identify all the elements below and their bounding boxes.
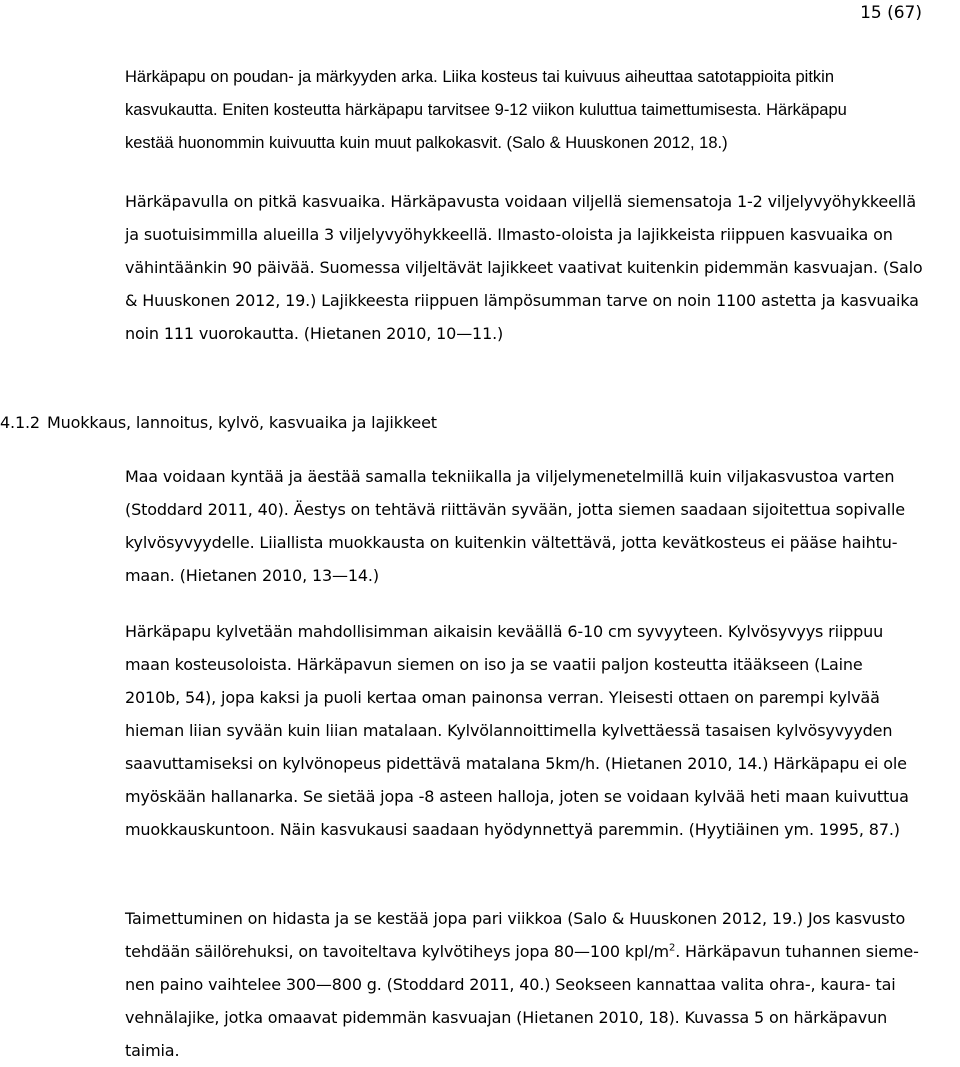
- text-line: Härkäpapu on poudan- ja märkyyden arka. Liika kosteus tai kuivuus aiheuttaa satotappioita pitkin: [125, 68, 835, 86]
- text-line: Härkäpavulla on pitkä kasvuaika. Härkäpavusta voidaan viljellä siemensatoja 1-2 viljelyvyöhykkeellä: [125, 192, 917, 211]
- text-line: kasvukautta. Eniten kosteutta härkäpapu tarvitsee 9-12 viikon kuluttua taimettumisesta. Härkäpapu: [125, 101, 847, 119]
- text-line: myöskään hallanarka. Se sietää jopa -8 asteen halloja, joten se voidaan kylvää heti maan kuivuttua: [125, 787, 909, 806]
- paragraph-moisture: [125, 61, 933, 160]
- paragraph-growing-season: [125, 185, 933, 350]
- text-line: saavuttamiseksi on kylvönopeus pidettävä matalana 5km/h. (Hietanen 2010, 14.) Härkäpapu ei ole: [125, 754, 907, 773]
- text-line: hieman liian syvään kuin liian matalaan. Kylvölannoittimella kylvettäessä tasaisen kylvösyvyyden: [125, 721, 893, 740]
- text-line: kestää huonommin kuivuutta kuin muut palkokasvit. (Salo & Huuskonen 2012, 18.): [125, 134, 728, 152]
- text-line: maan kosteusoloista. Härkäpavun siemen on iso ja se vaatii paljon kosteutta itääkseen (Laine: [125, 655, 863, 674]
- text-line: Maa voidaan kyntää ja äestää samalla tekniikalla ja viljelymenetelmillä kuin viljakasvustoa varten: [125, 467, 895, 486]
- text-line: Härkäpapu kylvetään mahdollisimman aikaisin keväällä 6-10 cm syvyyteen. Kylvösyvyys riippuu: [125, 622, 884, 641]
- text-line: muokkauskuntoon. Näin kasvukausi saadaan hyödynnettyä paremmin. (Hyytiäinen ym. 1995, 87.): [125, 820, 900, 839]
- text-fragment: . Härkäpavun tuhannen sieme-: [675, 942, 919, 961]
- text-line: nen paino vaihtelee 300—800 g. (Stoddard 2011, 40.) Seokseen kannattaa valita ohra-, kaura- tai: [125, 975, 896, 994]
- section-heading: [0, 406, 437, 439]
- text-fragment: tehdään säilörehuksi, on tavoiteltava kylvötiheys jopa 80—100 kpl/m: [125, 942, 669, 961]
- superscript: 2: [668, 942, 676, 954]
- text-line: 2010b, 54), jopa kaksi ja puoli kertaa oman painonsa verran. Yleisesti ottaen on parempi kylvää: [125, 688, 880, 707]
- text-line: noin 111 vuorokautta. (Hietanen 2010, 10—11.): [125, 324, 504, 343]
- paragraph-sowing: [125, 615, 933, 846]
- text-line: vehnälajike, jotka omaavat pidemmän kasvuajan (Hietanen 2010, 18). Kuvassa 5 on härkäpavun: [125, 1008, 888, 1027]
- text-line: vähintäänkin 90 päivää. Suomessa viljeltävät lajikkeet vaativat kuitenkin pidemmän kasvuajan. (Salo: [125, 258, 923, 277]
- section-title: Muokkaus, lannoitus, kylvö, kasvuaika ja lajikkeet: [46, 413, 437, 432]
- text-line: [125, 935, 933, 968]
- paragraph-emergence: [125, 902, 933, 1067]
- text-line: & Huuskonen 2012, 19.) Lajikkeesta riippuen lämpösumman tarve on noin 1100 astetta ja kasvuaika: [125, 291, 919, 310]
- text-line: Taimettuminen on hidasta ja se kestää jopa pari viikkoa (Salo & Huuskonen 2012, 19.) Jos kasvusto: [125, 909, 906, 928]
- text-line: taimia.: [125, 1041, 180, 1060]
- text-line: maan. (Hietanen 2010, 13—14.): [125, 566, 379, 585]
- text-line: (Stoddard 2011, 40). Äestys on tehtävä riittävän syvään, jotta siemen saadaan sijoitettua sopivalle: [125, 500, 905, 519]
- section-number: 4.1.2: [0, 413, 40, 432]
- paragraph-tillage: [125, 460, 933, 592]
- page-number: 15 (67): [860, 3, 922, 23]
- text-line: kylvösyvyydelle. Liiallista muokkausta on kuitenkin vältettävä, jotta kevätkosteus ei pääse haihtu-: [125, 533, 898, 552]
- text-line: ja suotuisimmilla alueilla 3 viljelyvyöhykkeellä. Ilmasto-oloista ja lajikkeista riippuen kasvuaika on: [125, 225, 893, 244]
